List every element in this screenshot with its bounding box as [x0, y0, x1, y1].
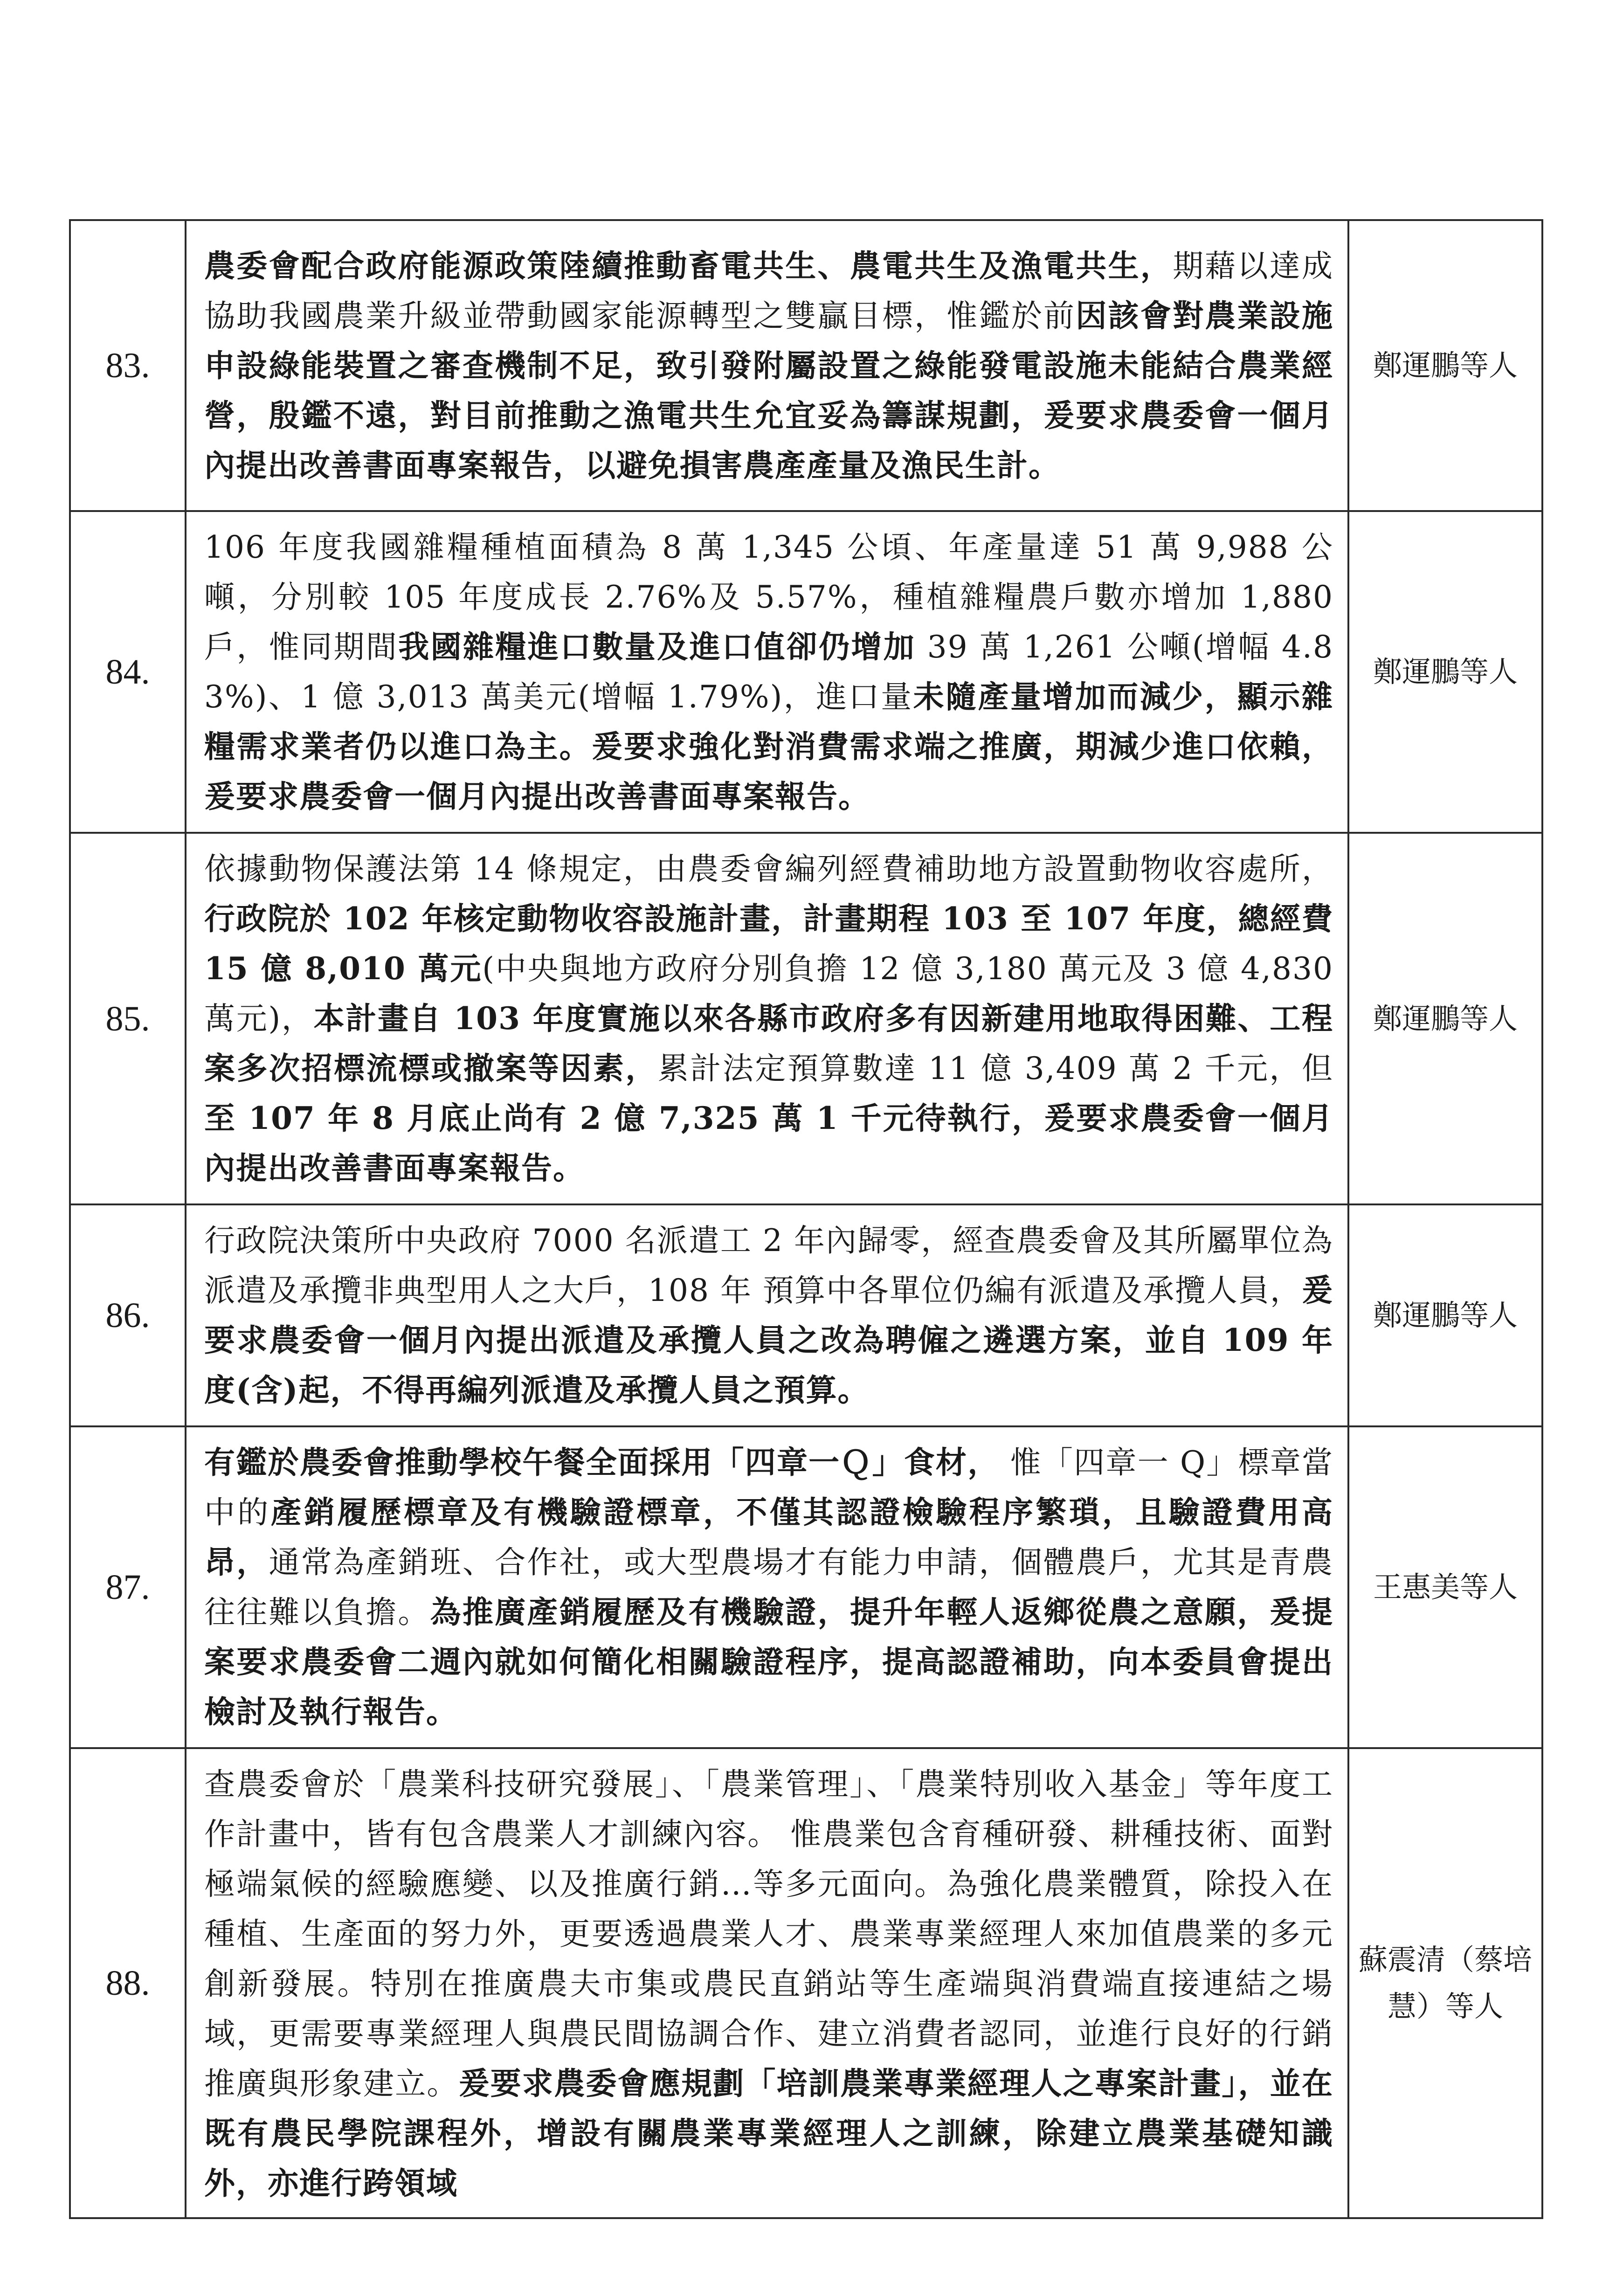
text-run: 通常為產銷班、合作社，或大型農場才有能力申請，個體農戶，尤其是青農往往難以負擔。 — [204, 1544, 1334, 1630]
emphasized-text: 至 107 年 8 月底止尚有 2 億 7,325 萬 1 千元待執行，爰要求農委會一個月內提出改善書面專案報告。 — [204, 1100, 1333, 1186]
emphasized-text: 本計畫自 103 年度實施以來各縣市政府多有因新建用地取得困難、工程案多次招標流標或撤案等因素， — [204, 1000, 1333, 1086]
emphasized-text: 爰要求農委會應規劃「培訓農業專業經理人之專案計畫」，並在既有農民學院課程外，增設有關農業專業經理人之訓練，除建立農業基礎知識外，亦進行跨領域 — [204, 2065, 1333, 2201]
item-number: 86. — [70, 1204, 186, 1426]
emphasized-text: 我國雜糧進口數量及進口值卻仍增加 — [398, 629, 916, 665]
text-run: 依據動物保護法第 14 條規定，由農委會編列經費補助地方設置動物收容處所， — [204, 851, 1333, 887]
table-row — [70, 1204, 1542, 1426]
item-number: 83. — [70, 220, 186, 511]
proposer-name: 蘇震清（蔡培慧）等人 — [1348, 1748, 1542, 2218]
resolution-text-body — [204, 1759, 1333, 2207]
emphasized-text: 產銷履歷標章及有機驗證標章，不僅其認證檢驗程序繁瑣，且驗證費用高昂， — [204, 1494, 1334, 1580]
item-number: 85. — [70, 833, 186, 1204]
emphasized-text: 未隨產量增加而減少，顯示雜糧需求業者仍以進口為主。 — [204, 678, 1333, 765]
resolution-text — [186, 220, 1348, 511]
resolution-text — [186, 1748, 1348, 2218]
text-run: 查農委會於「農業科技研究發展」、「農業管理」、「農業特別收入基金」等年度工作計畫中，皆有包含農業人才訓練內容。 惟農業包含育種研發、耕種技術、面對極端氣候的經驗應變、以及推廣行銷…等多元面向。為強化農業體質，除投入在種植、生產面的努力外，更要透過農業人才、農業專業經理人來加值農業的多元創新發展。特別在推廣農夫市集或農民直銷站等生產端與消費端直接連結之場域，更需要專業經理人與農民間協調合作、建立消費者認同，並進行良好的行銷推廣與形象建立。 — [204, 1766, 1333, 2102]
item-number: 87. — [70, 1426, 186, 1748]
resolution-text — [186, 511, 1348, 833]
resolutions-table — [69, 219, 1543, 2219]
table-row — [70, 1426, 1542, 1748]
table-row — [70, 220, 1542, 511]
proposer-name: 鄭運鵬等人 — [1348, 833, 1542, 1204]
text-run: 行政院決策所中央政府 7000 名派遣工 2 年內歸零，經查農委會及其所屬單位為派遣及承攬非典型用人之大戶，108 年 預算中各單位仍編有派遣及承攬人員， — [204, 1223, 1333, 1308]
text-run: 惟「四章一 Q」標章當中的 — [204, 1445, 1334, 1530]
emphasized-text: 為推廣產銷履歷及有機驗證，提升年輕人返鄉從農之意願，爰提案要求農委會二週內就如何簡化相關驗證程序，提高認證補助，向本委員會提出檢討及執行報告。 — [204, 1594, 1334, 1730]
text-run: (中央與地方政府分別負擔 12 億 3,180 萬元及 3 億 4,830 萬元)， — [204, 951, 1333, 1037]
resolution-text — [186, 1204, 1348, 1426]
item-number: 88. — [70, 1748, 186, 2218]
emphasized-text: 行政院於 102 年核定動物收容設施計畫，計畫期程 103 至 107 年度，總經費 15 億 8,010 萬元 — [204, 900, 1333, 987]
resolution-text — [186, 833, 1348, 1204]
proposer-name: 鄭運鵬等人 — [1348, 1204, 1542, 1426]
proposer-name: 王惠美等人 — [1348, 1426, 1542, 1748]
emphasized-text: 爰要求強化對消費需求端之推廣，期減少進口依賴，爰要求農委會一個月內提出改善書面專案報告。 — [204, 728, 1334, 815]
resolution-text — [186, 1426, 1348, 1748]
emphasized-text: 因該會對農業設施申設綠能裝置之審查機制不足，致引發附屬設置之綠能發電設施未能結合農業經營，殷鑑不遠，對目前推動之漁電共生允宜妥為籌謀規劃，爰要求農委會一個月內提出改善書面專案報告，以避免損害農產產量及漁民生計。 — [204, 297, 1334, 484]
text-run: 累計法定預算數達 11 億 3,409 萬 2 千元，但 — [657, 1051, 1333, 1086]
table-row — [70, 511, 1542, 833]
proposer-name: 鄭運鵬等人 — [1348, 511, 1542, 833]
table-row — [70, 1748, 1542, 2218]
emphasized-text: 農委會配合政府能源政策陸續推動畜電共生、農電共生及漁電共生， — [204, 247, 1173, 284]
text-run: 期藉以達成協助我國農業升級並帶動國家能源轉型之雙贏目標，惟鑑於前 — [204, 248, 1334, 334]
table-row — [70, 833, 1542, 1204]
emphasized-text: 有鑑於農委會推動學校午餐全面採用「四章一Ｑ」食材， — [204, 1444, 1000, 1480]
text-run: 106 年度我國雜糧種植面積為 8 萬 1,345 公頃、年產量達 51 萬 9,988 公噸，分別較 105 年度成長 2.76%及 5.57%，種植雜糧農戶數亦增加 1,880 戶，惟同期間 — [204, 529, 1333, 665]
emphasized-text: 爰要求農委會一個月內提出派遣及承攬人員之改為聘僱之遴選方案，並自 109 年度(含)起，不得再編列派遣及承攬人員之預算。 — [204, 1272, 1333, 1408]
text-run: 39 萬 1,261 公噸(增幅 4.83%)、1 億 3,013 萬美元(增幅 1.79%)，進口量 — [204, 629, 1333, 715]
item-number: 84. — [70, 511, 186, 833]
proposer-name: 鄭運鵬等人 — [1348, 220, 1542, 511]
